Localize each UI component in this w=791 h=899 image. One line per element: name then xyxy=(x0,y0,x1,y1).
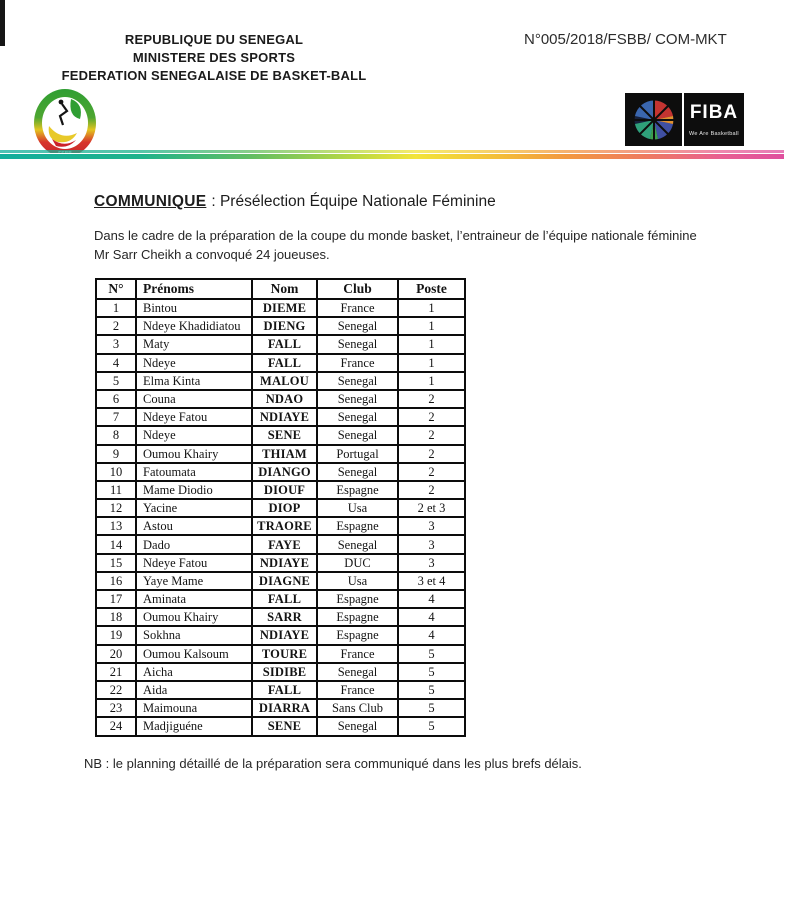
cell-lastname: DIOUF xyxy=(252,481,317,499)
cell-number: 13 xyxy=(96,517,136,535)
cell-lastname: DIARRA xyxy=(252,699,317,717)
nb-footnote: NB : le planning détaillé de la préparation sera communiqué dans les plus brefs délais. xyxy=(84,756,582,771)
cell-lastname: TOURE xyxy=(252,645,317,663)
table-row xyxy=(96,317,465,335)
table-row xyxy=(96,408,465,426)
cell-position: 2 xyxy=(398,481,465,499)
org-line-ministry: MINISTERE DES SPORTS xyxy=(132,50,296,65)
cell-firstname: Yacine xyxy=(136,499,252,517)
table-row xyxy=(96,645,465,663)
fiba-tagline: We Are Basketball xyxy=(689,130,739,137)
cell-number: 3 xyxy=(96,335,136,353)
cell-number: 11 xyxy=(96,481,136,499)
cell-position: 5 xyxy=(398,663,465,681)
cell-club: France xyxy=(317,354,398,372)
cell-number: 15 xyxy=(96,554,136,572)
scan-artifact-mark xyxy=(0,0,5,46)
org-line-federation: FEDERATION SENEGALAISE DE BASKET-BALL xyxy=(61,68,367,83)
cell-number: 24 xyxy=(96,717,136,735)
cell-firstname: Ndeye xyxy=(136,426,252,444)
cell-club: France xyxy=(317,645,398,663)
intro-line-1: Dans le cadre de la préparation de la coupe du monde basket, l’entraineur de l’équipe nationale féminine xyxy=(94,228,697,243)
header-cell-position: Poste xyxy=(398,279,465,299)
table-row xyxy=(96,481,465,499)
cell-number: 2 xyxy=(96,317,136,335)
document-reference-number: N°005/2018/FSBB/ COM-MKT xyxy=(524,31,727,48)
header-cell-number: N° xyxy=(96,279,136,299)
rainbow-band-top xyxy=(0,150,784,153)
header-cell-firstname: Prénoms xyxy=(136,279,252,299)
cell-lastname: SIDIBE xyxy=(252,663,317,681)
cell-club: Senegal xyxy=(317,717,398,735)
cell-lastname: DIEME xyxy=(252,299,317,317)
cell-club: Senegal xyxy=(317,372,398,390)
cell-club: Senegal xyxy=(317,390,398,408)
cell-club: DUC xyxy=(317,554,398,572)
cell-lastname: DIANGO xyxy=(252,463,317,481)
communique-title xyxy=(94,193,496,211)
cell-club: Usa xyxy=(317,572,398,590)
fiba-logo xyxy=(625,93,744,146)
table-row xyxy=(96,681,465,699)
communique-subject: : Présélection Équipe Nationale Féminine xyxy=(211,193,496,210)
cell-firstname: Fatoumata xyxy=(136,463,252,481)
cell-lastname: NDIAYE xyxy=(252,554,317,572)
cell-lastname: DIOP xyxy=(252,499,317,517)
cell-position: 1 xyxy=(398,354,465,372)
cell-firstname: Mame Diodio xyxy=(136,481,252,499)
cell-number: 7 xyxy=(96,408,136,426)
table-row xyxy=(96,535,465,553)
table-row xyxy=(96,335,465,353)
cell-firstname: Maty xyxy=(136,335,252,353)
cell-lastname: SARR xyxy=(252,608,317,626)
table-row xyxy=(96,590,465,608)
cell-number: 6 xyxy=(96,390,136,408)
cell-firstname: Yaye Mame xyxy=(136,572,252,590)
cell-number: 18 xyxy=(96,608,136,626)
cell-position: 1 xyxy=(398,372,465,390)
cell-number: 9 xyxy=(96,445,136,463)
table-row xyxy=(96,426,465,444)
cell-club: Espagne xyxy=(317,517,398,535)
cell-lastname: MALOU xyxy=(252,372,317,390)
cell-number: 8 xyxy=(96,426,136,444)
cell-number: 5 xyxy=(96,372,136,390)
cell-firstname: Oumou Khairy xyxy=(136,608,252,626)
cell-firstname: Dado xyxy=(136,535,252,553)
org-line-republic: REPUBLIQUE DU SENEGAL xyxy=(124,32,304,47)
cell-number: 21 xyxy=(96,663,136,681)
cell-number: 14 xyxy=(96,535,136,553)
header-cell-club: Club xyxy=(317,279,398,299)
communique-keyword: COMMUNIQUE xyxy=(94,193,207,210)
table-row xyxy=(96,354,465,372)
cell-lastname: NDIAYE xyxy=(252,408,317,426)
table-row xyxy=(96,299,465,317)
cell-number: 23 xyxy=(96,699,136,717)
cell-lastname: FALL xyxy=(252,681,317,699)
cell-position: 5 xyxy=(398,699,465,717)
cell-lastname: FALL xyxy=(252,335,317,353)
cell-number: 19 xyxy=(96,626,136,644)
cell-lastname: NDIAYE xyxy=(252,626,317,644)
table-row xyxy=(96,608,465,626)
cell-firstname: Astou xyxy=(136,517,252,535)
table-row xyxy=(96,572,465,590)
cell-number: 4 xyxy=(96,354,136,372)
cell-club: Espagne xyxy=(317,608,398,626)
cell-position: 1 xyxy=(398,317,465,335)
cell-position: 2 xyxy=(398,445,465,463)
cell-position: 4 xyxy=(398,626,465,644)
cell-position: 5 xyxy=(398,681,465,699)
table-row xyxy=(96,554,465,572)
fiba-wordmark-box xyxy=(684,93,744,146)
cell-position: 4 xyxy=(398,608,465,626)
cell-firstname: Sokhna xyxy=(136,626,252,644)
table-row xyxy=(96,717,465,735)
cell-club: Senegal xyxy=(317,426,398,444)
cell-position: 5 xyxy=(398,645,465,663)
table-row xyxy=(96,499,465,517)
cell-firstname: Maimouna xyxy=(136,699,252,717)
cell-lastname: SENE xyxy=(252,426,317,444)
cell-club: Senegal xyxy=(317,408,398,426)
cell-number: 12 xyxy=(96,499,136,517)
cell-position: 3 xyxy=(398,517,465,535)
table-row xyxy=(96,663,465,681)
rainbow-divider xyxy=(0,150,784,159)
cell-position: 4 xyxy=(398,590,465,608)
table-row xyxy=(96,463,465,481)
cell-club: Sans Club xyxy=(317,699,398,717)
cell-firstname: Couna xyxy=(136,390,252,408)
cell-number: 17 xyxy=(96,590,136,608)
cell-club: Portugal xyxy=(317,445,398,463)
table-row xyxy=(96,626,465,644)
cell-lastname: SENE xyxy=(252,717,317,735)
cell-lastname: THIAM xyxy=(252,445,317,463)
basketball-globe-icon xyxy=(632,98,676,142)
fsbb-logo xyxy=(31,86,99,160)
cell-club: France xyxy=(317,299,398,317)
cell-firstname: Aminata xyxy=(136,590,252,608)
cell-club: Espagne xyxy=(317,626,398,644)
cell-lastname: FAYE xyxy=(252,535,317,553)
players-table-body xyxy=(96,299,465,736)
cell-position: 3 et 4 xyxy=(398,572,465,590)
cell-firstname: Ndeye Fatou xyxy=(136,554,252,572)
table-row xyxy=(96,517,465,535)
table-row xyxy=(96,445,465,463)
cell-number: 20 xyxy=(96,645,136,663)
cell-club: Senegal xyxy=(317,535,398,553)
cell-number: 1 xyxy=(96,299,136,317)
cell-club: Senegal xyxy=(317,317,398,335)
cell-firstname: Madjiguéne xyxy=(136,717,252,735)
rainbow-band-bottom xyxy=(0,154,784,159)
cell-firstname: Oumou Kalsoum xyxy=(136,645,252,663)
letterhead-org-block xyxy=(58,31,370,85)
cell-firstname: Bintou xyxy=(136,299,252,317)
players-table-head xyxy=(96,279,465,299)
cell-firstname: Aida xyxy=(136,681,252,699)
table-row xyxy=(96,372,465,390)
cell-firstname: Oumou Khairy xyxy=(136,445,252,463)
cell-club: Usa xyxy=(317,499,398,517)
cell-firstname: Ndeye Fatou xyxy=(136,408,252,426)
table-header-row xyxy=(96,279,465,299)
cell-club: Senegal xyxy=(317,663,398,681)
cell-position: 2 et 3 xyxy=(398,499,465,517)
cell-club: Espagne xyxy=(317,481,398,499)
cell-position: 2 xyxy=(398,426,465,444)
intro-line-2: Mr Sarr Cheikh a convoqué 24 joueuses. xyxy=(94,246,330,262)
cell-position: 2 xyxy=(398,390,465,408)
cell-lastname: DIENG xyxy=(252,317,317,335)
cell-lastname: FALL xyxy=(252,590,317,608)
cell-club: France xyxy=(317,681,398,699)
cell-lastname: DIAGNE xyxy=(252,572,317,590)
fiba-wordmark: FIBA xyxy=(689,101,739,123)
cell-lastname: TRAORE xyxy=(252,517,317,535)
fsbb-emblem-icon xyxy=(31,86,99,160)
cell-position: 3 xyxy=(398,554,465,572)
cell-club: Espagne xyxy=(317,590,398,608)
fiba-globe-box xyxy=(625,93,682,146)
cell-position: 1 xyxy=(398,335,465,353)
cell-firstname: Ndeye Khadidiatou xyxy=(136,317,252,335)
intro-paragraph xyxy=(94,227,697,264)
cell-lastname: NDAO xyxy=(252,390,317,408)
cell-position: 2 xyxy=(398,408,465,426)
players-roster-table xyxy=(95,278,466,737)
cell-firstname: Aicha xyxy=(136,663,252,681)
cell-number: 16 xyxy=(96,572,136,590)
cell-position: 3 xyxy=(398,535,465,553)
cell-number: 10 xyxy=(96,463,136,481)
cell-number: 22 xyxy=(96,681,136,699)
cell-firstname: Elma Kinta xyxy=(136,372,252,390)
cell-lastname: FALL xyxy=(252,354,317,372)
cell-firstname: Ndeye xyxy=(136,354,252,372)
cell-position: 2 xyxy=(398,463,465,481)
cell-position: 1 xyxy=(398,299,465,317)
table-row xyxy=(96,390,465,408)
cell-club: Senegal xyxy=(317,335,398,353)
header-cell-lastname: Nom xyxy=(252,279,317,299)
table-row xyxy=(96,699,465,717)
cell-club: Senegal xyxy=(317,463,398,481)
cell-position: 5 xyxy=(398,717,465,735)
